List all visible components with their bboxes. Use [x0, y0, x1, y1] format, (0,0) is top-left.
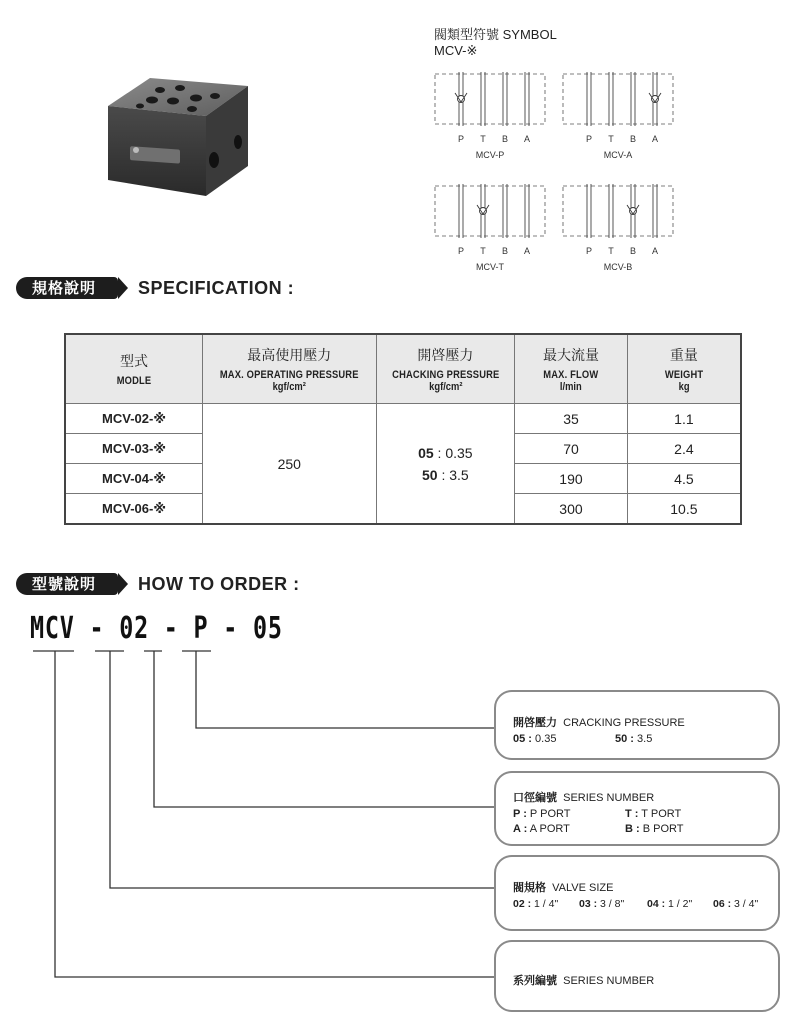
pressure-value: 250	[203, 404, 376, 525]
symbol-diagrams	[425, 62, 695, 277]
valve-size-box: 閥規格 VALVE SIZE 02 : 1 / 4" 03 : 3 / 8" 04 : 1 / 2" 06 : 3 / 4"	[494, 855, 780, 931]
order-badge: 型號說明	[16, 573, 118, 595]
header-cracking: 開啓壓力 CHACKING PRESSURE kgf/cm²	[376, 334, 515, 404]
row-weight: 1.1	[627, 404, 741, 434]
order-code: MCV - 02 - P - 05	[30, 611, 283, 646]
diagram-caption: MCV-B	[603, 262, 633, 272]
order-title: HOW TO ORDER :	[138, 574, 300, 594]
port-label: B	[501, 246, 509, 256]
header-flow: 最大流量 MAX. FLOW l/min	[515, 334, 628, 404]
header-weight: 重量 WEIGHT kg	[627, 334, 741, 404]
valve-symbol	[435, 72, 545, 160]
row-flow: 70	[515, 434, 628, 464]
port-label: A	[523, 134, 531, 144]
port-label: A	[651, 134, 659, 144]
row-flow: 35	[515, 404, 628, 434]
port-label: B	[629, 134, 637, 144]
port-label: P	[457, 134, 465, 144]
row-model: MCV-06-※	[65, 494, 203, 525]
cracking-pressure-box: 開啓壓力 CRACKING PRESSURE 05 : 0.35 50 : 3.5	[494, 690, 780, 760]
row-weight: 10.5	[627, 494, 741, 525]
spec-header-row	[65, 334, 741, 404]
valve-symbol	[563, 72, 673, 160]
table-row	[65, 404, 741, 434]
header-pressure: 最高使用壓力 MAX. OPERATING PRESSURE kgf/cm²	[203, 334, 376, 404]
diagram-caption: MCV-A	[603, 150, 633, 160]
port-label: P	[585, 134, 593, 144]
spec-table	[64, 333, 742, 525]
diagram-caption: MCV-P	[475, 150, 505, 160]
port-label: A	[523, 246, 531, 256]
port-label: T	[480, 134, 486, 144]
series-number-box: 系列編號 SERIES NUMBER	[494, 940, 780, 1012]
spec-title: SPECIFICATION :	[138, 278, 295, 298]
port-box: 口徑編號 SERIES NUMBER P : P PORT T : T PORT A : A PORT B : B PORT	[494, 771, 780, 846]
row-model: MCV-03-※	[65, 434, 203, 464]
row-weight: 2.4	[627, 434, 741, 464]
row-flow: 190	[515, 464, 628, 494]
port-label: P	[585, 246, 593, 256]
row-model: MCV-04-※	[65, 464, 203, 494]
row-model: MCV-02-※	[65, 404, 203, 434]
port-label: A	[651, 246, 659, 256]
port-label: P	[457, 246, 465, 256]
port-label: T	[480, 246, 486, 256]
spec-badge: 規格說明	[16, 277, 118, 299]
port-label: B	[629, 246, 637, 256]
port-label: B	[501, 134, 509, 144]
port-label: T	[608, 246, 614, 256]
row-flow: 300	[515, 494, 628, 525]
symbol-title: 閥類型符號 SYMBOL	[434, 27, 557, 42]
port-label: T	[608, 134, 614, 144]
cracking-values: 05 : 0.35 50 : 3.5	[376, 404, 515, 525]
product-photo	[100, 68, 250, 203]
diagram-caption: MCV-T	[476, 262, 504, 272]
valve-symbol	[435, 184, 545, 272]
symbol-model: MCV-※	[434, 43, 478, 58]
valve-symbol	[563, 184, 673, 272]
header-model: 型式 MODLE	[65, 334, 203, 404]
row-weight: 4.5	[627, 464, 741, 494]
